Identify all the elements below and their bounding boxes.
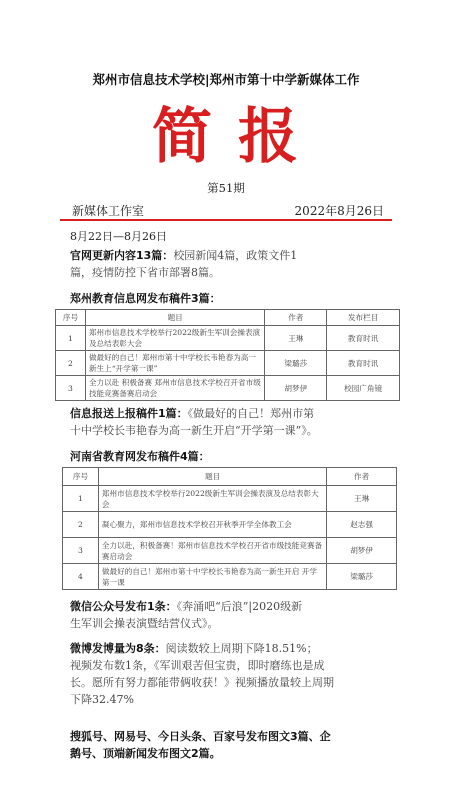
cell-column: 校园广角镜 [327,376,400,401]
cell-author: 王琳 [265,326,327,351]
official-site-heading: 官网更新内容13篇： [70,249,174,262]
report-text-1: 《做最好的自己！郑州市第 [187,407,315,420]
col-header: 作者 [327,468,397,486]
cell-no: 1 [63,486,99,512]
cell-author: 王琳 [327,486,397,512]
issue-date: 2022年8月26日 [294,204,384,218]
period: 8月22日—8月26日 [70,230,167,243]
others-section [70,728,400,762]
cell-author: 梁璐莎 [327,564,397,590]
cell-no: 2 [63,512,99,538]
newsletter-title: 简报 [152,102,324,172]
wechat-section [70,598,390,632]
wechat-heading: 微信公众号发布1条： [70,600,177,613]
cell-column: 教育时讯 [327,326,400,351]
cell-title: 凝心聚力，郑州市信息技术学校召开秋季开学全体教工会 [98,512,326,538]
col-header: 作者 [265,310,327,326]
cell-title: 郑州市信息技术学校举行2022级新生军训会操表演及总结表彰大会 [98,486,326,512]
cell-no: 2 [56,351,86,376]
cell-title: 全力以赴 积极备赛 郑州市信息技术学校召开省市级技能竞赛备赛启动会 [85,376,264,401]
table-row [56,326,400,351]
henan-net-heading: 河南省教育网发布稿件4篇： [70,450,210,463]
weibo-text-3: 长。愿所有努力都能带俩收获！》视频播放量较上周期 [70,676,334,689]
weibo-text-2: 视频发布数1条，《军训艰苦但宝贵，即时磨练也是成 [70,659,325,672]
others-text-1: 搜狐号、网易号、今日头条、百家号发布图文3篇、企 [70,730,331,743]
table-row [63,538,397,564]
table-header-row [56,310,400,326]
weibo-section [70,640,390,708]
report-heading: 信息报送上报稿件1篇： [70,407,188,420]
cell-title: 做最好的自己！郑州市第十中学校长韦艳春为高一新生上“开学第一课” [85,351,264,376]
col-header: 题目 [85,310,264,326]
wechat-text-1: 《奔涌吧“后浪”|2020级新 [176,600,303,613]
table-row [63,564,397,590]
official-site-text-1: 校园新闻4篇，政策文件1 [173,249,298,262]
col-header: 发布栏目 [327,310,400,326]
col-header: 题目 [98,468,326,486]
henan-net-table [62,467,397,590]
weibo-text-4: 下降32.47% [70,693,134,706]
wechat-text-2: 生军训会操表演暨结营仪式》。 [70,617,219,630]
official-site-text-2: 篇，疫情防控下省市部署8篇。 [70,266,220,279]
table-row [63,512,397,538]
cell-title: 全力以赴，积极备赛！郑州市信息技术学校召开省市级技能竞赛备赛启动会 [98,538,326,564]
header-line: 郑州市信息技术学校|郑州市第十中学新媒体工作 [92,72,360,87]
office-name: 新媒体工作室 [72,204,145,218]
table-row [56,351,400,376]
cell-no: 1 [56,326,86,351]
official-site-section [70,247,390,281]
cell-column: 教育时讯 [327,351,400,376]
red-divider [60,219,392,221]
cell-title: 做最好的自己！郑州市第十中学校长韦艳春为高一新生开启 开学第一课 [98,564,326,590]
report-text-2: 十中学校长韦艳春为高一新生开启“开学第一课”》。 [70,424,318,437]
cell-no: 3 [63,538,99,564]
report-section [70,405,390,439]
table-row [56,376,400,401]
weibo-text-1: 阅读数较上周期下降18.51%； [165,642,318,655]
col-header: 序号 [63,468,99,486]
table-row [63,486,397,512]
cell-author: 胡梦伊 [265,376,327,401]
cell-title: 郑州市信息技术学校举行2022级新生军训会操表演及总结表彰大会 [85,326,264,351]
zhengzhou-net-table [55,309,400,401]
cell-no: 4 [63,564,99,590]
weibo-heading: 微博发博量为8条： [70,642,166,655]
col-header: 序号 [56,310,86,326]
cell-author: 赵志强 [327,512,397,538]
cell-author: 梁璐莎 [265,351,327,376]
cell-no: 3 [56,376,86,401]
zhengzhou-net-heading: 郑州教育信息网发布稿件3篇： [70,292,221,305]
table-header-row [63,468,397,486]
others-text-2: 鹅号、顶端新闻发布图文2篇。 [70,747,221,760]
cell-author: 胡梦伊 [327,538,397,564]
issue-number: 第51期 [207,181,245,195]
